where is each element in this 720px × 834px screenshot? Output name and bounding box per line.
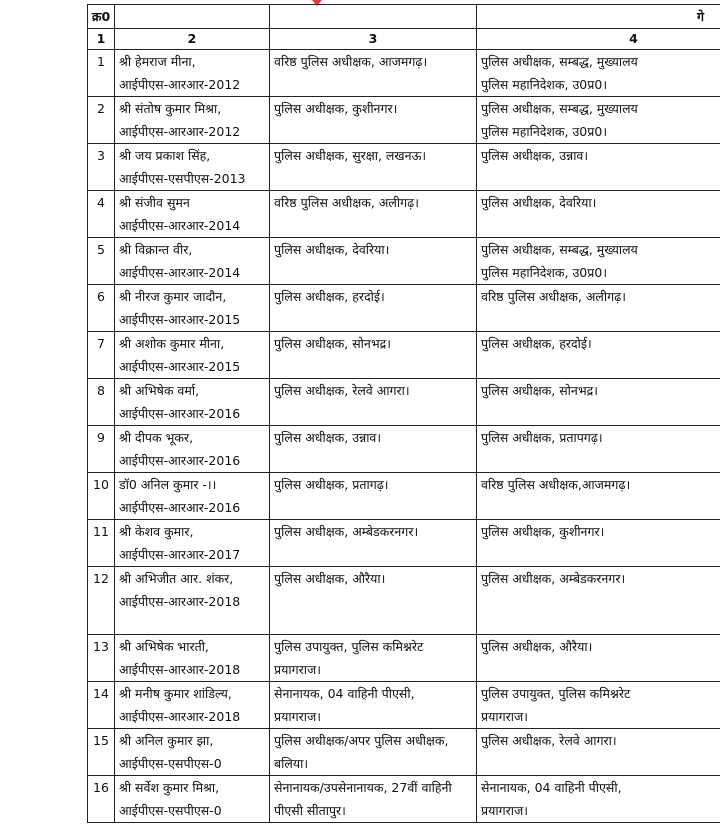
- officer-name-line: आईपीएस-आरआर-2012: [119, 124, 241, 139]
- current-post: [270, 238, 477, 285]
- officer-name-line: डॉ0 अनिल कुमार -।।: [119, 477, 217, 492]
- officer-name: [115, 191, 270, 238]
- officer-name-line: आईपीएस-आरआर-2016: [119, 453, 241, 468]
- serial-number: 7: [88, 332, 115, 379]
- new-post-line: पुलिस अधीक्षक, उन्नाव।: [481, 148, 589, 163]
- column-number: 1: [88, 29, 115, 50]
- officer-name-line: श्री सर्वेश कुमार मिश्रा,: [119, 780, 220, 795]
- serial-number: 10: [88, 473, 115, 520]
- current-post-line: वरिष्ठ पुलिस अधीक्षक, अलीगढ़।: [274, 195, 419, 210]
- officer-name: [115, 332, 270, 379]
- new-post-line: पुलिस अधीक्षक, सोनभद्र।: [481, 383, 599, 398]
- officer-name: [115, 567, 270, 635]
- new-post-line: पुलिस अधीक्षक, कुशीनगर।: [481, 524, 605, 539]
- header-current-post: [270, 5, 477, 29]
- new-post: [477, 729, 720, 776]
- officer-name: [115, 635, 270, 682]
- new-post: [477, 473, 720, 520]
- serial-number: 16: [88, 776, 115, 823]
- officer-name-line: आईपीएस-आरआर-2012: [119, 77, 241, 92]
- current-post: [270, 635, 477, 682]
- new-post: [477, 97, 720, 144]
- table-row: [88, 473, 720, 520]
- current-post: [270, 520, 477, 567]
- current-post: [270, 332, 477, 379]
- new-post-line: पुलिस अधीक्षक, सम्बद्ध, मुख्यालय: [481, 242, 638, 257]
- header-name: [115, 5, 270, 29]
- serial-number: 1: [88, 50, 115, 97]
- column-number-row: [88, 29, 720, 50]
- table-row: [88, 520, 720, 567]
- new-post-line: पुलिस महानिदेशक, उ0प्र0।: [481, 265, 608, 280]
- new-post-line: प्रयागराज।: [481, 709, 529, 724]
- table-row: [88, 191, 720, 238]
- officer-name-line: श्री जय प्रकाश सिंह,: [119, 148, 211, 163]
- table-row: [88, 729, 720, 776]
- serial-number: 12: [88, 567, 115, 635]
- officer-name-line: श्री दीपक भूकर,: [119, 430, 194, 445]
- officer-name-line: आईपीएस-एसपीएस-0: [119, 756, 222, 771]
- current-post-line: वरिष्ठ पुलिस अधीक्षक, आजमगढ़।: [274, 54, 428, 69]
- current-post-line: पीएसी सीतापुर।: [274, 803, 346, 818]
- new-post: [477, 682, 720, 729]
- table-row: [88, 50, 720, 97]
- table-row: [88, 144, 720, 191]
- new-post-line: पुलिस महानिदेशक, उ0प्र0।: [481, 124, 608, 139]
- officer-name-line: श्री अशोक कुमार मीना,: [119, 336, 225, 351]
- new-post: [477, 191, 720, 238]
- new-post-line: वरिष्ठ पुलिस अधीक्षक, अलीगढ़।: [481, 289, 626, 304]
- officer-name-line: आईपीएस-आरआर-2016: [119, 500, 241, 515]
- table-row: [88, 426, 720, 473]
- current-post: [270, 97, 477, 144]
- current-post: [270, 50, 477, 97]
- table-row: [88, 776, 720, 823]
- new-post: [477, 567, 720, 635]
- officer-name-line: श्री अभिजीत आर. शंकर,: [119, 571, 234, 586]
- officer-name-line: आईपीएस-आरआर-2015: [119, 312, 241, 327]
- new-post: [477, 285, 720, 332]
- current-post-line: बलिया।: [274, 756, 309, 771]
- current-post-line: पुलिस उपायुक्त, पुलिस कमिश्नरेट: [274, 639, 424, 654]
- serial-number: 9: [88, 426, 115, 473]
- new-post: [477, 144, 720, 191]
- current-post-line: पुलिस अधीक्षक, अम्बेडकरनगर।: [274, 524, 419, 539]
- new-post: [477, 635, 720, 682]
- new-post-line: वरिष्ठ पुलिस अधीक्षक,आजमगढ़।: [481, 477, 631, 492]
- officer-name: [115, 682, 270, 729]
- current-post-line: पुलिस अधीक्षक, हरदोई।: [274, 289, 385, 304]
- current-post: [270, 682, 477, 729]
- serial-number: 8: [88, 379, 115, 426]
- current-post: [270, 776, 477, 823]
- header-row: [88, 5, 720, 29]
- new-post-line: प्रयागराज।: [481, 803, 529, 818]
- officer-name-line: आईपीएस-आरआर-2014: [119, 265, 241, 280]
- officer-name: [115, 50, 270, 97]
- current-post-line: प्रयागराज।: [274, 709, 322, 724]
- table-row: [88, 682, 720, 729]
- current-post-line: पुलिस अधीक्षक, उन्नाव।: [274, 430, 382, 445]
- officer-name-line: श्री अनिल कुमार झा,: [119, 733, 214, 748]
- new-post-line: पुलिस अधीक्षक, रेलवे आगरा।: [481, 733, 617, 748]
- table-row: [88, 285, 720, 332]
- serial-number: 3: [88, 144, 115, 191]
- officer-name-line: आईपीएस-आरआर-2018: [119, 709, 241, 724]
- officer-name-line: आईपीएस-आरआर-2016: [119, 406, 241, 421]
- officer-name: [115, 473, 270, 520]
- table-row: [88, 238, 720, 285]
- officer-name-line: श्री हेमराज मीना,: [119, 54, 196, 69]
- current-post: [270, 473, 477, 520]
- current-post-line: पुलिस अधीक्षक, रेलवे आगरा।: [274, 383, 410, 398]
- serial-number: 4: [88, 191, 115, 238]
- header-new-post: गे: [477, 5, 720, 29]
- column-number: 2: [115, 29, 270, 50]
- new-post-line: पुलिस अधीक्षक, अम्बेडकरनगर।: [481, 571, 626, 586]
- officer-name-line: आईपीएस-आरआर-2017: [119, 547, 241, 562]
- current-post-line: सेनानायक, 04 वाहिनी पीएसी,: [274, 686, 415, 701]
- new-post-line: पुलिस अधीक्षक, औरैया।: [481, 639, 593, 654]
- current-post-line: पुलिस अधीक्षक, सुरक्षा, लखनऊ।: [274, 148, 427, 163]
- new-post-line: पुलिस महानिदेशक, उ0प्र0।: [481, 77, 608, 92]
- serial-number: 2: [88, 97, 115, 144]
- officer-name: [115, 776, 270, 823]
- serial-number: 14: [88, 682, 115, 729]
- officer-name-line: श्री नीरज कुमार जादौन,: [119, 289, 227, 304]
- new-post: [477, 776, 720, 823]
- officer-name-line: श्री केशव कुमार,: [119, 524, 194, 539]
- table-row: [88, 635, 720, 682]
- serial-number: 15: [88, 729, 115, 776]
- new-post-line: पुलिस अधीक्षक, देवरिया।: [481, 195, 597, 210]
- officer-name: [115, 97, 270, 144]
- officer-name: [115, 426, 270, 473]
- officer-name: [115, 729, 270, 776]
- serial-number: 11: [88, 520, 115, 567]
- officer-name-line: श्री अभिषेक भारती,: [119, 639, 209, 654]
- new-post: [477, 520, 720, 567]
- new-post: [477, 379, 720, 426]
- new-post-line: पुलिस अधीक्षक, सम्बद्ध, मुख्यालय: [481, 54, 638, 69]
- current-post: [270, 426, 477, 473]
- new-post-line: पुलिस उपायुक्त, पुलिस कमिश्नरेट: [481, 686, 631, 701]
- table-row: [88, 379, 720, 426]
- current-post: [270, 567, 477, 635]
- current-post: [270, 191, 477, 238]
- officer-name: [115, 238, 270, 285]
- current-post-line: पुलिस अधीक्षक, देवरिया।: [274, 242, 390, 257]
- officer-name-line: श्री अभिषेक वर्मा,: [119, 383, 200, 398]
- officer-name-line: श्री संजीव सुमन: [119, 195, 190, 210]
- officer-name-line: आईपीएस-आरआर-2018: [119, 594, 241, 609]
- new-post: [477, 50, 720, 97]
- new-post-line: पुलिस अधीक्षक, सम्बद्ध, मुख्यालय: [481, 101, 638, 116]
- new-post-line: पुलिस अधीक्षक, हरदोई।: [481, 336, 592, 351]
- current-post: [270, 729, 477, 776]
- new-post: [477, 332, 720, 379]
- officer-name-line: आईपीएस-एसपीएस-0: [119, 803, 222, 818]
- officer-name-line: आईपीएस-आरआर-2018: [119, 662, 241, 677]
- officer-name-line: आईपीएस-एसपीएस-2013: [119, 171, 246, 186]
- officer-name: [115, 285, 270, 332]
- officer-name-line: श्री विक्रान्त वीर,: [119, 242, 193, 257]
- current-post: [270, 285, 477, 332]
- serial-number: 6: [88, 285, 115, 332]
- current-post-line: पुलिस अधीक्षक, औरैया।: [274, 571, 386, 586]
- officer-name: [115, 520, 270, 567]
- table-row: [88, 97, 720, 144]
- header-serial: क्र0: [88, 5, 115, 29]
- column-number: 4: [477, 29, 720, 50]
- current-post: [270, 144, 477, 191]
- new-post-line: पुलिस अधीक्षक, प्रतापगढ़।: [481, 430, 603, 445]
- current-post-line: पुलिस अधीक्षक, सोनभद्र।: [274, 336, 392, 351]
- serial-number: 5: [88, 238, 115, 285]
- officer-name: [115, 144, 270, 191]
- officer-name-line: आईपीएस-आरआर-2015: [119, 359, 241, 374]
- column-number: 3: [270, 29, 477, 50]
- serial-number: 13: [88, 635, 115, 682]
- transfer-table: [87, 4, 720, 823]
- new-post: [477, 238, 720, 285]
- new-post-line: सेनानायक, 04 वाहिनी पीएसी,: [481, 780, 622, 795]
- current-post-line: पुलिस अधीक्षक/अपर पुलिस अधीक्षक,: [274, 733, 449, 748]
- current-post-line: प्रयागराज।: [274, 662, 322, 677]
- current-post-line: पुलिस अधीक्षक, प्रतागढ़।: [274, 477, 389, 492]
- current-post-line: पुलिस अधीक्षक, कुशीनगर।: [274, 101, 398, 116]
- table-row: [88, 332, 720, 379]
- current-post-line: सेनानायक/उपसेनानायक, 27वीं वाहिनी: [274, 780, 452, 795]
- new-post: [477, 426, 720, 473]
- current-post: [270, 379, 477, 426]
- officer-name: [115, 379, 270, 426]
- table-row: [88, 567, 720, 635]
- officer-name-line: श्री मनीष कुमार शांडिल्य,: [119, 686, 232, 701]
- officer-name-line: आईपीएस-आरआर-2014: [119, 218, 241, 233]
- officer-name-line: श्री संतोष कुमार मिश्रा,: [119, 101, 222, 116]
